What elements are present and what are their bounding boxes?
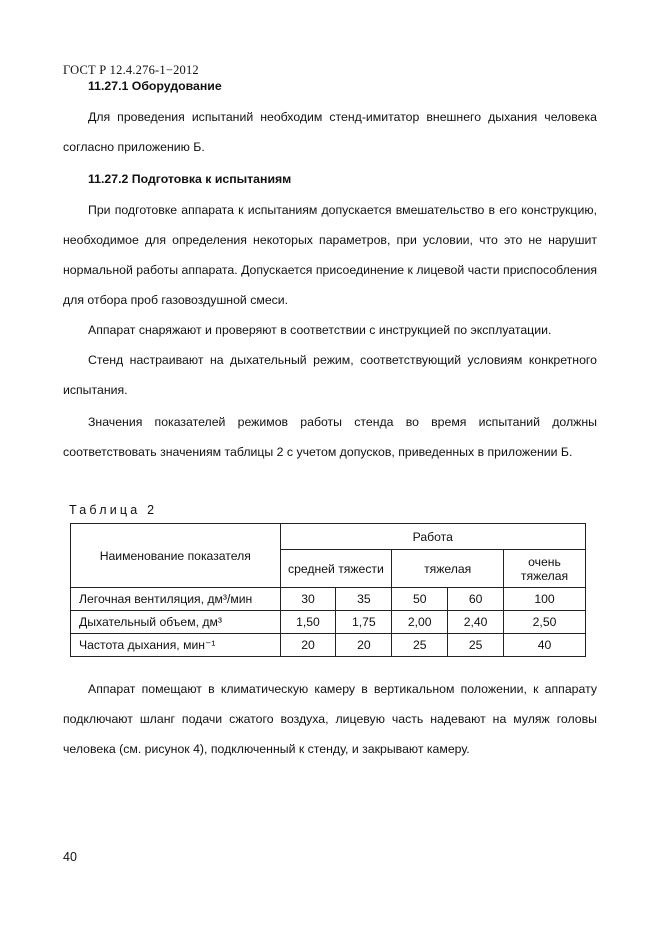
table-cell: 25 bbox=[448, 634, 504, 657]
header-heavy: тяжелая bbox=[392, 550, 504, 588]
section-heading-equipment: 11.27.1 Оборудование bbox=[88, 79, 222, 93]
paragraph-equipment: Для проведения испытаний необходим стенд-имитатор внешнего дыхания человека согласно приложению Б. bbox=[63, 110, 597, 154]
section-heading-preparation: 11.27.2 Подготовка к испытаниям bbox=[88, 172, 292, 186]
page-number: 40 bbox=[63, 850, 77, 864]
table-caption: Таблица 2 bbox=[69, 503, 158, 517]
row-label: Дыхательный объем, дм³ bbox=[71, 611, 281, 634]
table-cell: 20 bbox=[336, 634, 392, 657]
table-cell: 2,40 bbox=[448, 611, 504, 634]
header-parameter-name: Наименование показателя bbox=[71, 524, 281, 588]
header-work-group: Работа bbox=[280, 524, 585, 550]
breathing-modes-table bbox=[70, 523, 586, 657]
paragraph-preparation-4: Значения показателей режимов работы стенда во время испытаний должны соответствовать значениям таблицы 2 с учетом допусков, приведенных в приложении Б. bbox=[63, 415, 597, 459]
table-row bbox=[71, 634, 586, 657]
table-cell: 2,00 bbox=[392, 611, 448, 634]
table-cell: 35 bbox=[336, 588, 392, 611]
table-cell: 2,50 bbox=[504, 611, 586, 634]
table-row bbox=[71, 611, 586, 634]
row-label: Частота дыхания, мин⁻¹ bbox=[71, 634, 281, 657]
row-label: Легочная вентиляция, дм³/мин bbox=[71, 588, 281, 611]
table-cell: 100 bbox=[504, 588, 586, 611]
header-very-heavy: очень тяжелая bbox=[504, 550, 586, 588]
paragraph-preparation-1: При подготовке аппарата к испытаниям допускается вмешательство в его конструкцию, необходимое для определения некоторых параметров, при условии, что это не нарушит нормальной работы аппарата. Допускается присоединение к лицевой части приспособления для отбора проб газовоздушной смеси. bbox=[63, 203, 597, 307]
table-cell: 30 bbox=[280, 588, 336, 611]
table-cell: 20 bbox=[280, 634, 336, 657]
document-header: ГОСТ Р 12.4.276-1−2012 bbox=[63, 63, 199, 77]
header-medium: средней тяжести bbox=[280, 550, 392, 588]
table-cell: 1,50 bbox=[280, 611, 336, 634]
table-row bbox=[71, 588, 586, 611]
paragraph-preparation-2: Аппарат снаряжают и проверяют в соответствии с инструкцией по эксплуатации. bbox=[88, 323, 552, 337]
table-cell: 1,75 bbox=[336, 611, 392, 634]
table-cell: 40 bbox=[504, 634, 586, 657]
table-cell: 50 bbox=[392, 588, 448, 611]
table-cell: 60 bbox=[448, 588, 504, 611]
table-cell: 25 bbox=[392, 634, 448, 657]
paragraph-closing: Аппарат помещают в климатическую камеру в вертикальном положении, к аппарату подключают шланг подачи сжатого воздуха, лицевую часть надевают на муляж головы человека (см. рисунок 4), подключенный к стенду, и закрывают камеру. bbox=[63, 682, 597, 756]
paragraph-preparation-3: Стенд настраивают на дыхательный режим, соответствующий условиям конкретного испытания. bbox=[63, 353, 597, 397]
